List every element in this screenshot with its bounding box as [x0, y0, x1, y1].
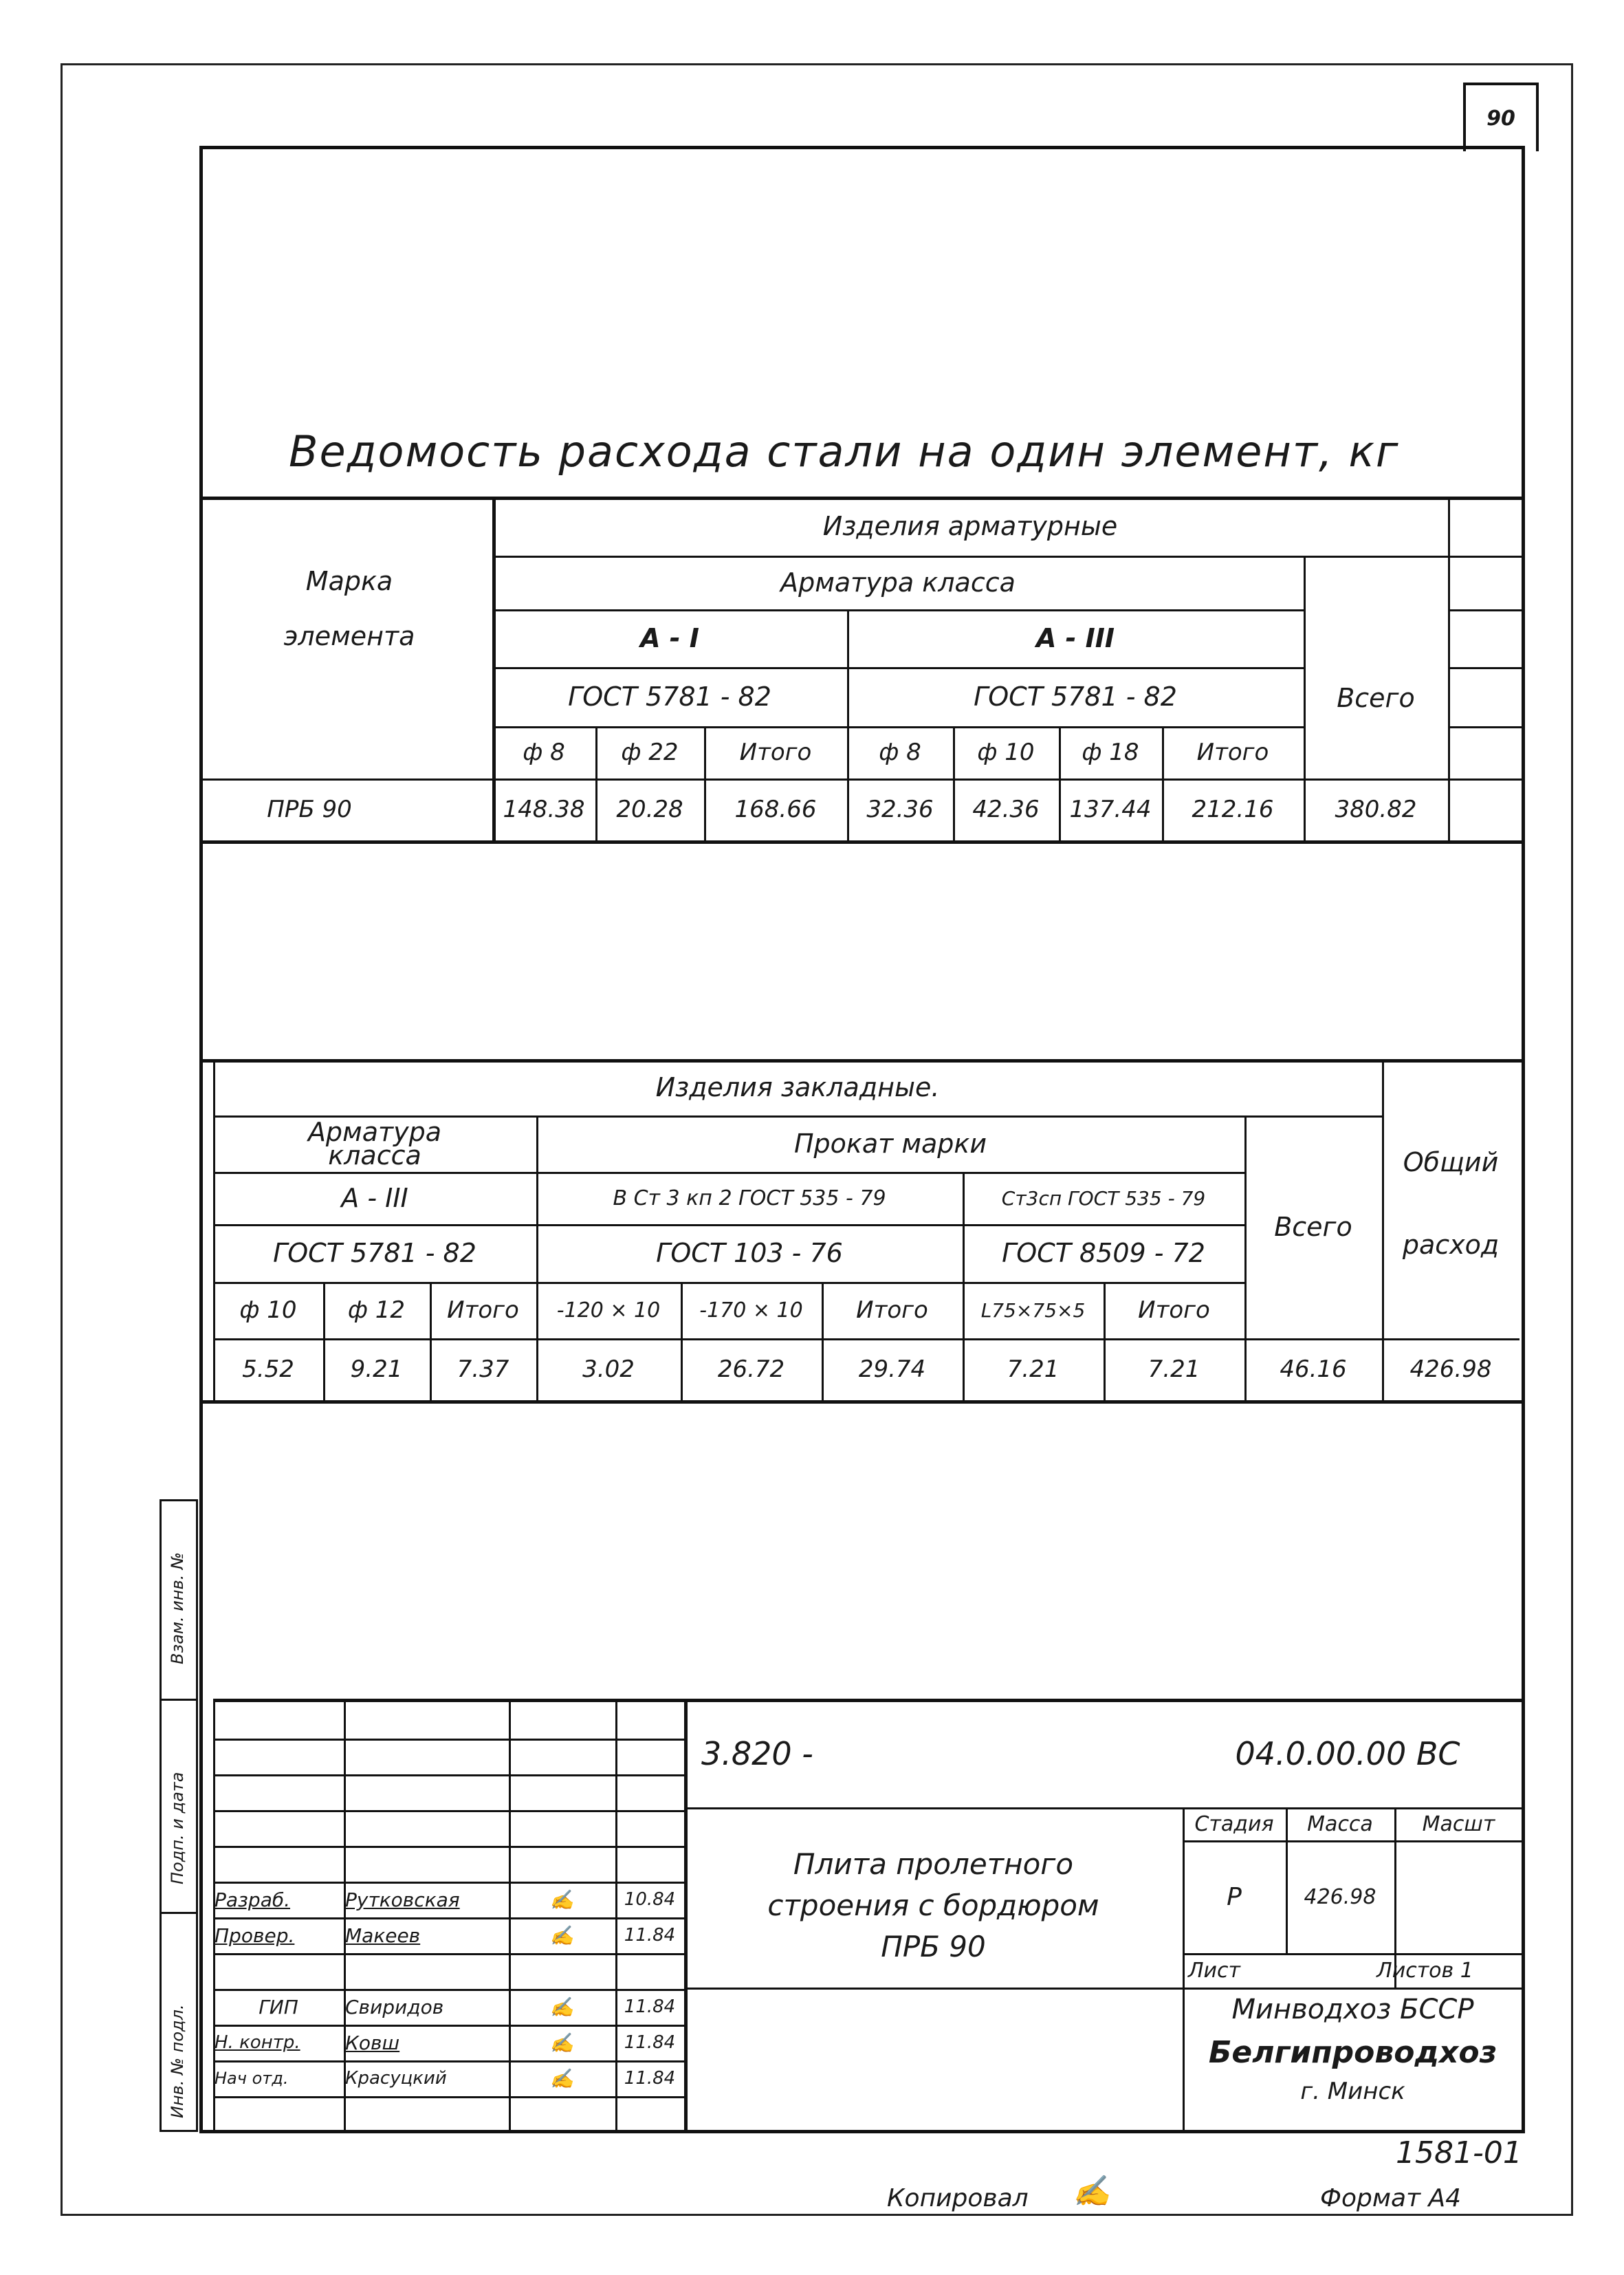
- embedded-gost-arm: ГОСТ 5781 - 82: [273, 1238, 476, 1268]
- signature-icon: ✍: [549, 2067, 574, 2090]
- side-divider: [160, 1912, 198, 1914]
- rolled-grade-2: Ст3сп ГОСТ 535 - 79: [1001, 1186, 1206, 1210]
- common-header-1: Общий: [1403, 1147, 1499, 1177]
- sign-date: 11.84: [624, 2068, 676, 2089]
- role: Разраб.: [215, 1888, 291, 1911]
- class-a1: A - I: [640, 623, 699, 653]
- sub-header: Итого: [1138, 1296, 1210, 1324]
- org-line-3: г. Минск: [1300, 2078, 1405, 2105]
- sign-date: 10.84: [624, 1889, 676, 1910]
- sub-header: Итого: [739, 739, 812, 766]
- common-header-2: расход: [1402, 1230, 1500, 1260]
- sheet-number: 90: [1463, 83, 1539, 151]
- value-cell: 26.72: [717, 1356, 785, 1383]
- group-header: Изделия арматурные: [822, 511, 1118, 541]
- value-cell: 148.38: [503, 796, 585, 823]
- sub-header: ф 10: [977, 739, 1035, 766]
- embedded-group-header: Изделия закладные.: [655, 1072, 940, 1102]
- row-total: 380.82: [1335, 796, 1417, 823]
- role: ГИП: [259, 1995, 298, 2018]
- value-cell: 168.66: [734, 796, 817, 823]
- side-label-orig-inv: Инв. № подл.: [168, 2004, 187, 2118]
- org-line-1: Минводхоз БССР: [1231, 1994, 1474, 2025]
- role: Провер.: [215, 1924, 295, 1947]
- total-header: Всего: [1337, 683, 1415, 713]
- embedded-class: A - III: [341, 1183, 408, 1213]
- person-name: Красуцкий: [345, 2068, 447, 2089]
- item-name-3: ПРБ 90: [881, 1929, 986, 1963]
- item-name-1: Плита пролетного: [793, 1847, 1074, 1881]
- value-cell: 7.21: [1007, 1356, 1060, 1383]
- rolled-header: Прокат марки: [793, 1129, 987, 1159]
- sign-date: 11.84: [624, 1925, 676, 1946]
- armature-header: [213, 1115, 536, 1172]
- rolled-gost-1: ГОСТ 103 - 76: [656, 1238, 843, 1268]
- mass-value: 426.98: [1304, 1884, 1376, 1909]
- value-cell: 42.36: [972, 796, 1040, 823]
- value-cell: 7.37: [457, 1356, 509, 1383]
- value-cell: 7.21: [1148, 1356, 1200, 1383]
- person-name: Макеев: [345, 1924, 421, 1947]
- statement-title: Ведомость расхода стали на один элемент, кг: [289, 426, 1400, 477]
- value-cell: 9.21: [350, 1356, 403, 1383]
- value-cell: 29.74: [858, 1356, 926, 1383]
- org-line-2: Белгипроводхоз: [1208, 2034, 1497, 2070]
- signature-icon: ✍: [549, 1924, 574, 1947]
- stage-label: Стадия: [1194, 1811, 1274, 1836]
- copied-label: Копировал: [887, 2184, 1029, 2212]
- mark-header: [206, 566, 492, 651]
- rolled-gost-2: ГОСТ 8509 - 72: [1002, 1238, 1205, 1268]
- rolled-grade-1: В Ст 3 кп 2 ГОСТ 535 - 79: [613, 1186, 886, 1210]
- side-label-sign-date: Подп. и дата: [168, 1772, 187, 1884]
- doc-code-right: 04.0.00.00 ВС: [1235, 1735, 1460, 1772]
- item-name-2: строения с бордюром: [767, 1888, 1099, 1922]
- sub-header: Итого: [1196, 739, 1269, 766]
- side-label-replace-inv: Взам. инв. №: [168, 1552, 187, 1664]
- sub-header: ф 12: [347, 1296, 406, 1324]
- gost-a1: ГОСТ 5781 - 82: [568, 682, 771, 712]
- sub-header: ф 8: [523, 739, 565, 766]
- value-cell: 3.02: [582, 1356, 635, 1383]
- armature-header-text: Арматура класса: [307, 1117, 442, 1171]
- person-name: Свиридов: [345, 1995, 444, 2018]
- value-cell: 20.28: [616, 796, 683, 823]
- mark-header-text: Марка элемента: [283, 566, 415, 651]
- value-cell: 32.36: [866, 796, 934, 823]
- sign-date: 11.84: [624, 2032, 676, 2053]
- sub-header: Итого: [447, 1296, 519, 1324]
- sub-header: ф 22: [621, 739, 679, 766]
- signature-icon: ✍: [549, 1995, 574, 2018]
- sheets-label: Листов 1: [1376, 1958, 1473, 1983]
- sub-header: ф 8: [879, 739, 921, 766]
- sub-header: ф 18: [1082, 739, 1139, 766]
- person-name: Рутковская: [345, 1888, 460, 1911]
- role: Н. контр.: [215, 2032, 300, 2053]
- copier-signature-icon: ✍: [1073, 2174, 1110, 2209]
- signature-icon: ✍: [549, 1888, 574, 1911]
- value-cell: 5.52: [242, 1356, 294, 1383]
- embedded-total: 46.16: [1280, 1356, 1347, 1383]
- sub-header: -120 × 10: [556, 1298, 661, 1322]
- sheet-label: Лист: [1188, 1958, 1241, 1983]
- sign-date: 11.84: [624, 1996, 676, 2017]
- drawing-number: 1581-01: [1396, 2135, 1522, 2170]
- embedded-total-header: Всего: [1274, 1212, 1352, 1242]
- stage-value: Р: [1227, 1882, 1242, 1911]
- person-name: Ковш: [345, 2031, 400, 2054]
- value-cell: 137.44: [1069, 796, 1152, 823]
- scale-label: Масшт: [1422, 1811, 1495, 1836]
- mass-label: Масса: [1307, 1811, 1373, 1836]
- subgroup-header: Арматура класса: [780, 567, 1016, 598]
- class-a3: A - III: [1035, 623, 1115, 653]
- row-mark: ПРБ 90: [267, 796, 352, 823]
- signature-icon: ✍: [549, 2031, 574, 2054]
- doc-code-left: 3.820 -: [701, 1735, 813, 1772]
- side-divider: [160, 1699, 198, 1701]
- common-total: 426.98: [1409, 1356, 1492, 1383]
- sub-header: L75×75×5: [980, 1298, 1086, 1322]
- sub-header: -170 × 10: [699, 1298, 803, 1322]
- value-cell: 212.16: [1192, 796, 1274, 823]
- sub-header: Итого: [856, 1296, 928, 1324]
- format-label: Формат А4: [1320, 2184, 1462, 2212]
- gost-a3: ГОСТ 5781 - 82: [974, 682, 1177, 712]
- sub-header: ф 10: [239, 1296, 297, 1324]
- role: Нач отд.: [215, 2069, 289, 2088]
